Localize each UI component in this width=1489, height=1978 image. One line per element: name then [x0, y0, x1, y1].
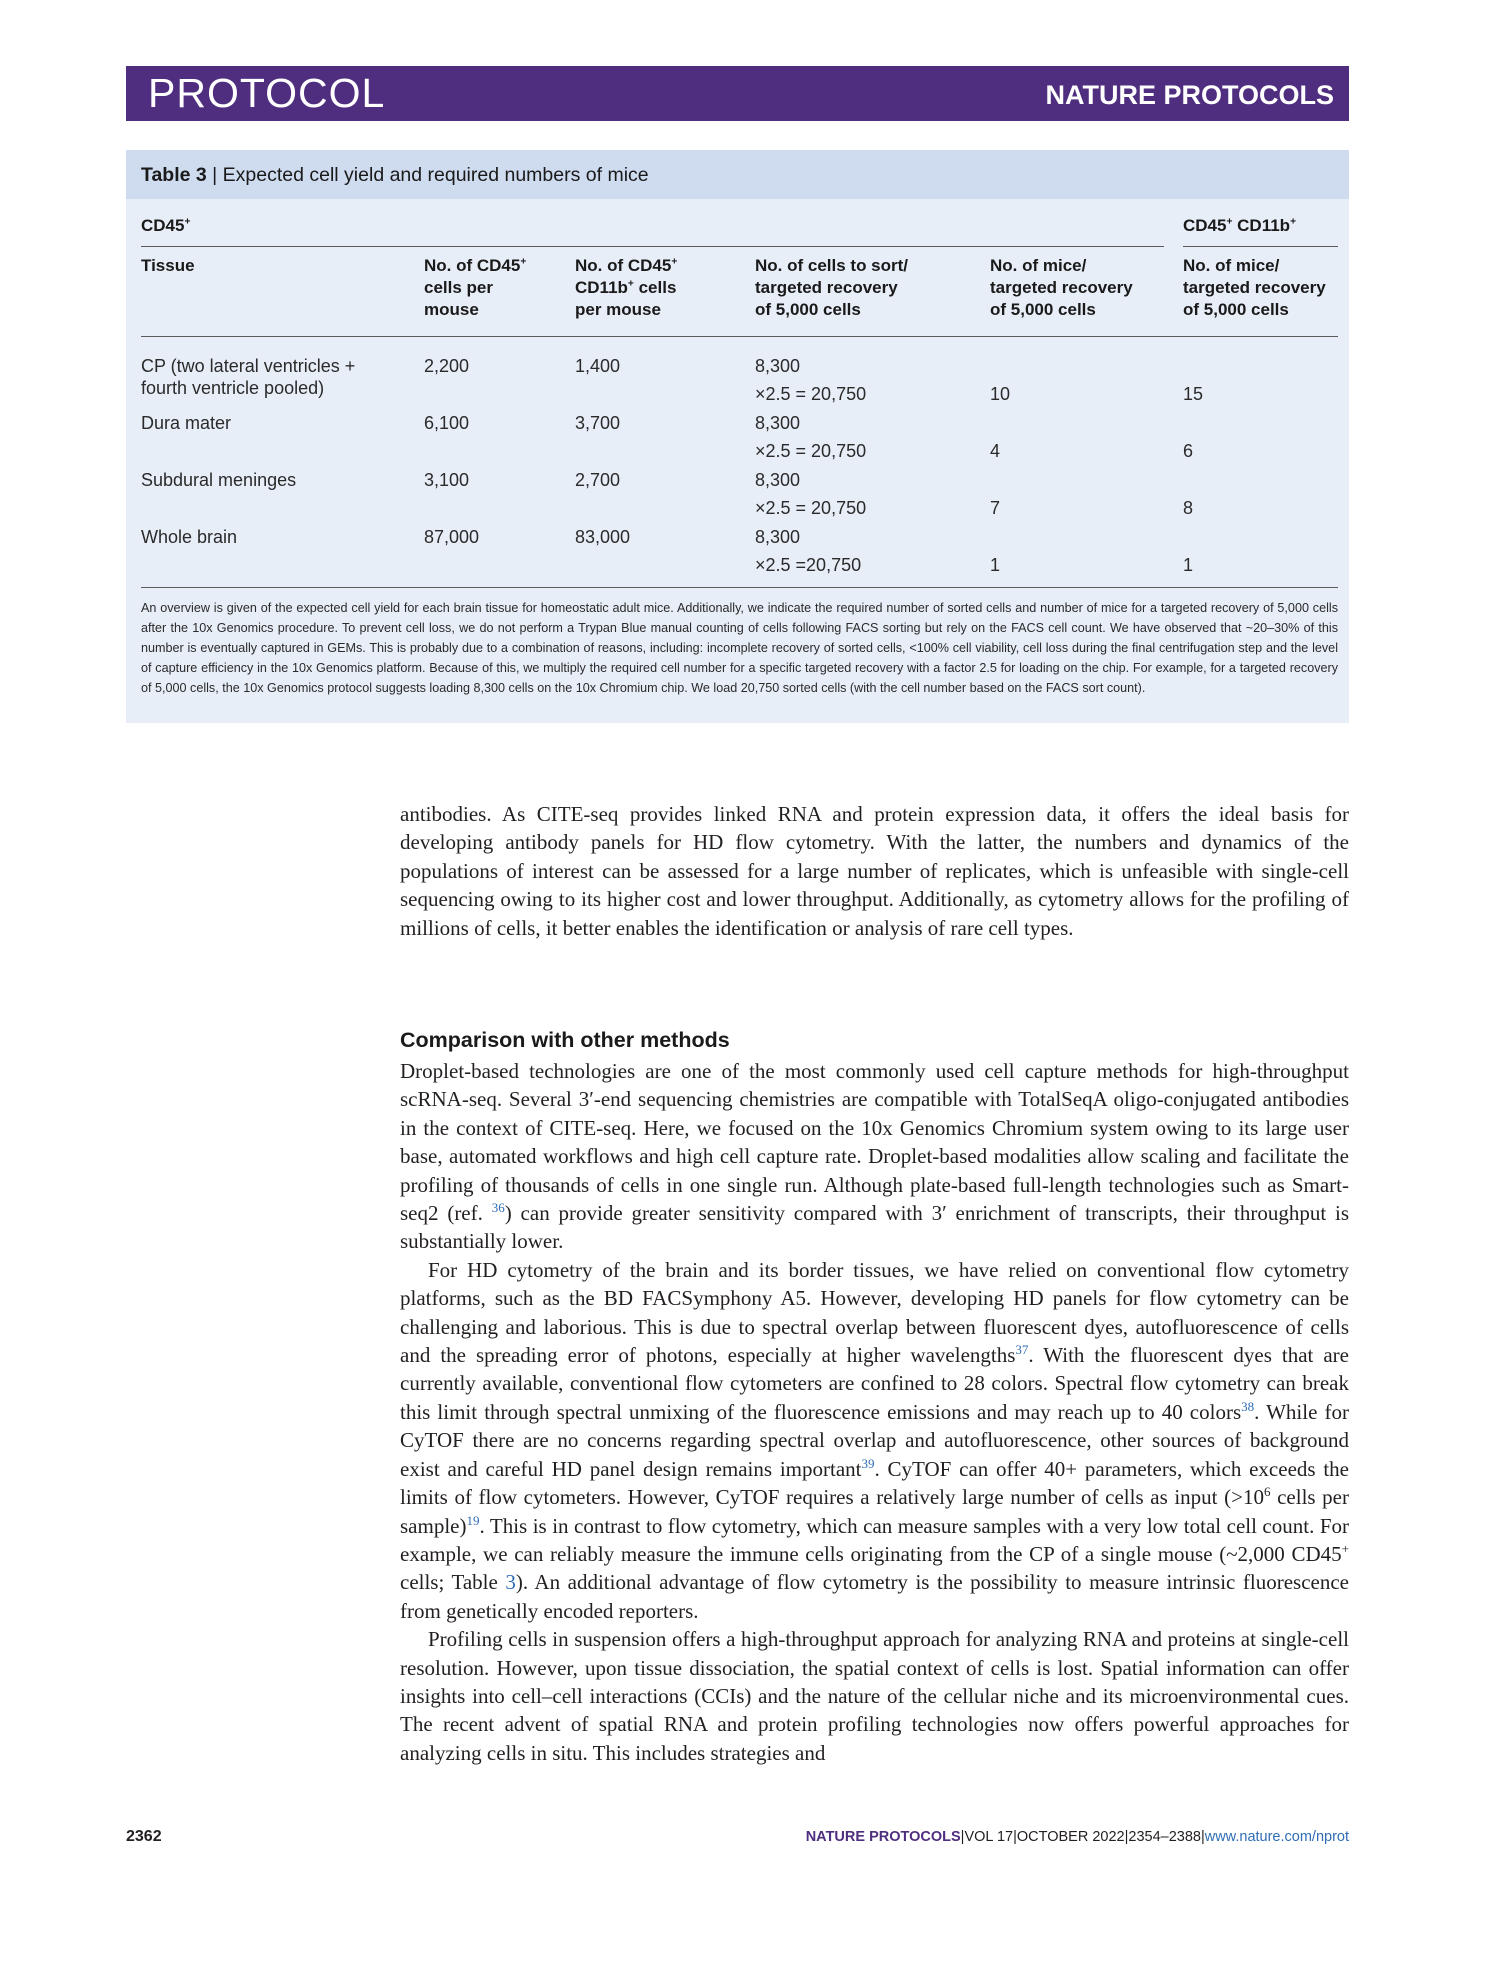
col-cd11b-line1: No. of CD45 [575, 256, 672, 275]
cell-sort-base: 8,300 [755, 470, 801, 490]
p3-text-h: ). An additional advantage of flow cytometry is the possibility to measure intrinsic fluorescence from genetically encoded reporters. [400, 1570, 1349, 1623]
col-header-tissue [141, 255, 195, 277]
cell-cd11b: 83,000 [575, 527, 631, 547]
page-number: 2362 [126, 1828, 162, 1845]
col-cd11b-line3: per mouse [575, 300, 661, 319]
ref-38-link[interactable]: 38 [1241, 1398, 1255, 1414]
cell-mice2: 8 [1183, 498, 1194, 518]
cell-sort-factor: ×2.5 =20,750 [755, 555, 862, 575]
paragraph-intro [400, 800, 1349, 942]
cell-tissue-cont: fourth ventricle pooled) [141, 378, 325, 398]
col-mice2-line3: of 5,000 cells [1183, 300, 1289, 319]
paragraph-2 [400, 1057, 1349, 1256]
table-row [141, 469, 296, 491]
cell-sort-base: 8,300 [755, 413, 801, 433]
paragraph-4: Profiling cells in suspension offers a high-throughput approach for analyzing RNA and proteins at single-cell resolution. However, upon tissue dissociation, the spatial context of cells is lost. Spatial information can offer insights into cell–cell interactions (CCIs) and the nature of the cellular niche and its microenvironmental cues. The recent advent of spatial RNA and protein profiling technologies now offers powerful approaches for analyzing cells in situ. This includes strategies and [400, 1627, 1349, 1765]
sup-plus: + [1226, 216, 1233, 228]
p3-text-e: cells per sample) [400, 1485, 1349, 1538]
col-cd45-line1: No. of CD45 [424, 256, 521, 275]
journal-name: NATURE PROTOCOLS [1045, 80, 1334, 110]
cell-mice: 7 [990, 498, 1001, 518]
cell-mice: 4 [990, 441, 1001, 461]
col-mice-line2: targeted recovery [990, 278, 1133, 297]
group-cd45-text-2: CD45 [1183, 216, 1227, 235]
cell-cd11b: 3,700 [575, 413, 621, 433]
cell-mice2: 6 [1183, 441, 1194, 461]
footer-sep: | [1013, 1829, 1017, 1845]
table-3-link[interactable]: 3 [505, 1570, 516, 1595]
group-rule-right [1183, 246, 1338, 247]
table-row [141, 526, 237, 548]
sup-plus: + [671, 256, 678, 268]
footer-volume: VOL 17 [964, 1829, 1014, 1845]
group-rule-left [141, 246, 1164, 247]
footer-sep: | [1124, 1829, 1129, 1845]
footer-pages: 2354–2388 [1128, 1829, 1201, 1845]
cell-cd45: 3,100 [424, 470, 470, 490]
cell-mice2: 1 [1183, 555, 1194, 575]
cell-cd11b: 1,400 [575, 356, 621, 376]
col-mice2-line2: targeted recovery [1183, 278, 1326, 297]
col-cd11b-line2a: CD11b [575, 278, 628, 297]
cell-cd45: 2,200 [424, 356, 470, 376]
group-cd45-text: CD45 [141, 216, 185, 235]
cell-sort [755, 526, 861, 576]
footer-sep: | [960, 1829, 965, 1845]
col-header-mice-cd45 [990, 255, 1133, 321]
table-footnote: An overview is given of the expected cell yield for each brain tissue for homeostatic adult mice. Additionally, we indicate the required number of sorted cells and number of mice for a targeted recovery of 5,000 cells after the 10x Genomics procedure. To prevent cell loss, we do not perform a Trypan Blue manual counting of cells following FACS sorting but rely on the FACS cell count. We have observed that ~20–30% of this number is eventually captured in GEMs. This is probably due to a combination of reasons, including: incomplete recovery of sorted cells, <100% cell viability, cell loss during the final centrifugation step and the level of capture efficiency in the 10x Genomics platform. Because of this, we multiply the required cell number for a specific targeted recovery with a factor 2.5 for loading on the chip. For example, for a targeted recovery of 5,000 cells, the 10x Genomics protocol suggests loading 8,300 cells on the 10x Chromium chip. We load 20,750 sorted cells (with the cell number based on the FACS sort count). [141, 601, 1338, 695]
ref-39-link[interactable]: 39 [861, 1455, 875, 1471]
col-mice-line1: No. of mice/ [990, 256, 1087, 275]
table-title [141, 164, 649, 187]
col-header-cells-to-sort [755, 255, 908, 321]
p3-text-g: cells; Table [400, 1570, 506, 1595]
paragraph-1-text: antibodies. As CITE-seq provides linked RNA and protein expression data, it offers the ideal basis for developing antibody panels for HD flow cytometry. With the latter, the numbers and dynamics of the populations of interest can be assessed for a large number of replicates, which is unfeasible with single-cell sequencing owing to its higher cost and lower throughput. Additionally, as cytometry allows for the profiling of millions of cells, it better enables the identification or analysis of rare cell types. [400, 802, 1349, 940]
cell-sort-factor: ×2.5 = 20,750 [755, 498, 867, 518]
col-mice-line3: of 5,000 cells [990, 300, 1096, 319]
section-label: PROTOCOL [148, 70, 386, 116]
group-header-cd45 [141, 216, 190, 236]
cell-sort [755, 469, 866, 519]
table-3 [126, 150, 1349, 723]
p2-text-a: Droplet-based technologies are one of the most commonly used cell capture methods for high-throughput scRNA-seq. Several 3′-end sequencing chemistries are compatible with TotalSeqA oligo-conjugated antibodies in the context of CITE-seq. Here, we focused on the 10x Genomics Chromium system owing to its large user base, automated workflows and high cell capture rate. Droplet-based modalities allow scaling and facilitate the profiling of thousands of cells in one single run. Although plate-based full-length technologies such as Smart-seq2 (ref. [400, 1059, 1349, 1226]
cell-sort [755, 355, 866, 405]
cell-mice2: 15 [1183, 384, 1204, 404]
table-title-band [126, 150, 1349, 199]
bottom-rule [141, 587, 1338, 588]
cell-tissue: Dura mater [141, 413, 232, 433]
col-sort-line2: targeted recovery [755, 278, 898, 297]
cell-cd45: 87,000 [424, 527, 480, 547]
col-sort-line1: No. of cells to sort/ [755, 256, 909, 275]
col-tissue-text: Tissue [141, 256, 195, 275]
cell-sort-factor: ×2.5 = 20,750 [755, 441, 867, 461]
section-heading: Comparison with other methods [400, 1028, 730, 1052]
cell-tissue: Subdural meninges [141, 470, 297, 490]
col-cd11b-line2b: cells [633, 278, 677, 297]
paragraph-3 [400, 1256, 1349, 1625]
col-header-cd11b-cells [575, 255, 677, 321]
ref-19-link[interactable]: 19 [466, 1512, 480, 1528]
sup-plus: + [1290, 216, 1297, 228]
col-header-cd45-cells [424, 255, 526, 321]
cell-sort [755, 412, 866, 462]
sup-plus: + [520, 256, 527, 268]
p2-text-b: ) can provide greater sensitivity compared with 3′ enrichment of transcripts, their throughput is substantially lower. [400, 1201, 1350, 1254]
table-separator: | [206, 164, 223, 186]
cell-cd45: 6,100 [424, 413, 470, 433]
p3-text-c: . While for CyTOF there are no concerns regarding spectral overlap and autofluorescence, other sources of background exist and careful HD panel design remains important [400, 1399, 1349, 1481]
p3-text-d: . CyTOF can offer 40+ parameters, which exceeds the limits of flow cytometers. However, CyTOF requires a relatively large number of cells as input (>10 [400, 1456, 1350, 1510]
p3-text-f: . This is in contrast to flow cytometry, which can measure samples with a very low total cell count. For example, we can reliably measure the immune cells originating from the CP of a single mouse (~2,000 CD45 [400, 1513, 1349, 1566]
table-row [141, 355, 355, 399]
cell-mice: 10 [990, 384, 1011, 404]
col-sort-line3: of 5,000 cells [755, 300, 861, 319]
sup-plus: + [184, 216, 191, 228]
header-rule [141, 336, 1338, 337]
cell-sort-base: 8,300 [755, 356, 801, 376]
footer-journal: NATURE PROTOCOLS [805, 1829, 961, 1845]
footer-date: OCTOBER 2022 [1016, 1829, 1125, 1845]
cell-sort-base: 8,300 [755, 527, 801, 547]
group-header-cd45-cd11b [1183, 216, 1296, 236]
footer-sep: | [1200, 1829, 1205, 1845]
sup-plus: + [627, 278, 634, 290]
footer-citation [806, 1829, 1349, 1845]
ref-36-link[interactable]: 36 [491, 1200, 505, 1216]
cell-cd11b: 2,700 [575, 470, 621, 490]
p3-text-b: . With the fluorescent dyes that are currently available, conventional flow cytometers are confined to 28 colors. Spectral flow cytometry can break this limit through spectral unmixing of the fluorescence emissions and may reach up to 40 colors [400, 1343, 1349, 1424]
journal-header-bar [126, 66, 1349, 121]
superscript-6: 6 [1263, 1484, 1271, 1500]
cell-tissue: CP (two lateral ventricles + [141, 356, 356, 376]
p3-text-a: For HD cytometry of the brain and its border tissues, we have relied on conventional flow cytometry platforms, such as the BD FACSymphony A5. However, developing HD panels for flow cytometry can be challenging and laborious. This is due to spectral overlap between fluorescent dyes, autofluorescence of cells and the spreading error of photons, especially at higher wavelengths [400, 1257, 1349, 1368]
col-header-mice-cd11b [1183, 255, 1326, 321]
col-mice2-line1: No. of mice/ [1183, 256, 1280, 275]
table-title-text: Expected cell yield and required numbers of mice [222, 164, 649, 186]
table-row [141, 412, 231, 434]
superscript-plus: + [1341, 1540, 1349, 1556]
cell-tissue: Whole brain [141, 527, 238, 547]
cell-mice: 1 [990, 555, 1001, 575]
comparison-section [400, 1057, 1349, 1767]
footer-url-link[interactable]: www.nature.com/nprot [1204, 1829, 1349, 1845]
col-cd45-line2: cells per [424, 278, 493, 297]
cell-sort-factor: ×2.5 = 20,750 [755, 384, 867, 404]
group-cd11b-text: CD11b [1232, 216, 1291, 235]
col-cd45-line3: mouse [424, 300, 479, 319]
ref-37-link[interactable]: 37 [1015, 1342, 1029, 1358]
table-label: Table 3 [141, 164, 207, 186]
